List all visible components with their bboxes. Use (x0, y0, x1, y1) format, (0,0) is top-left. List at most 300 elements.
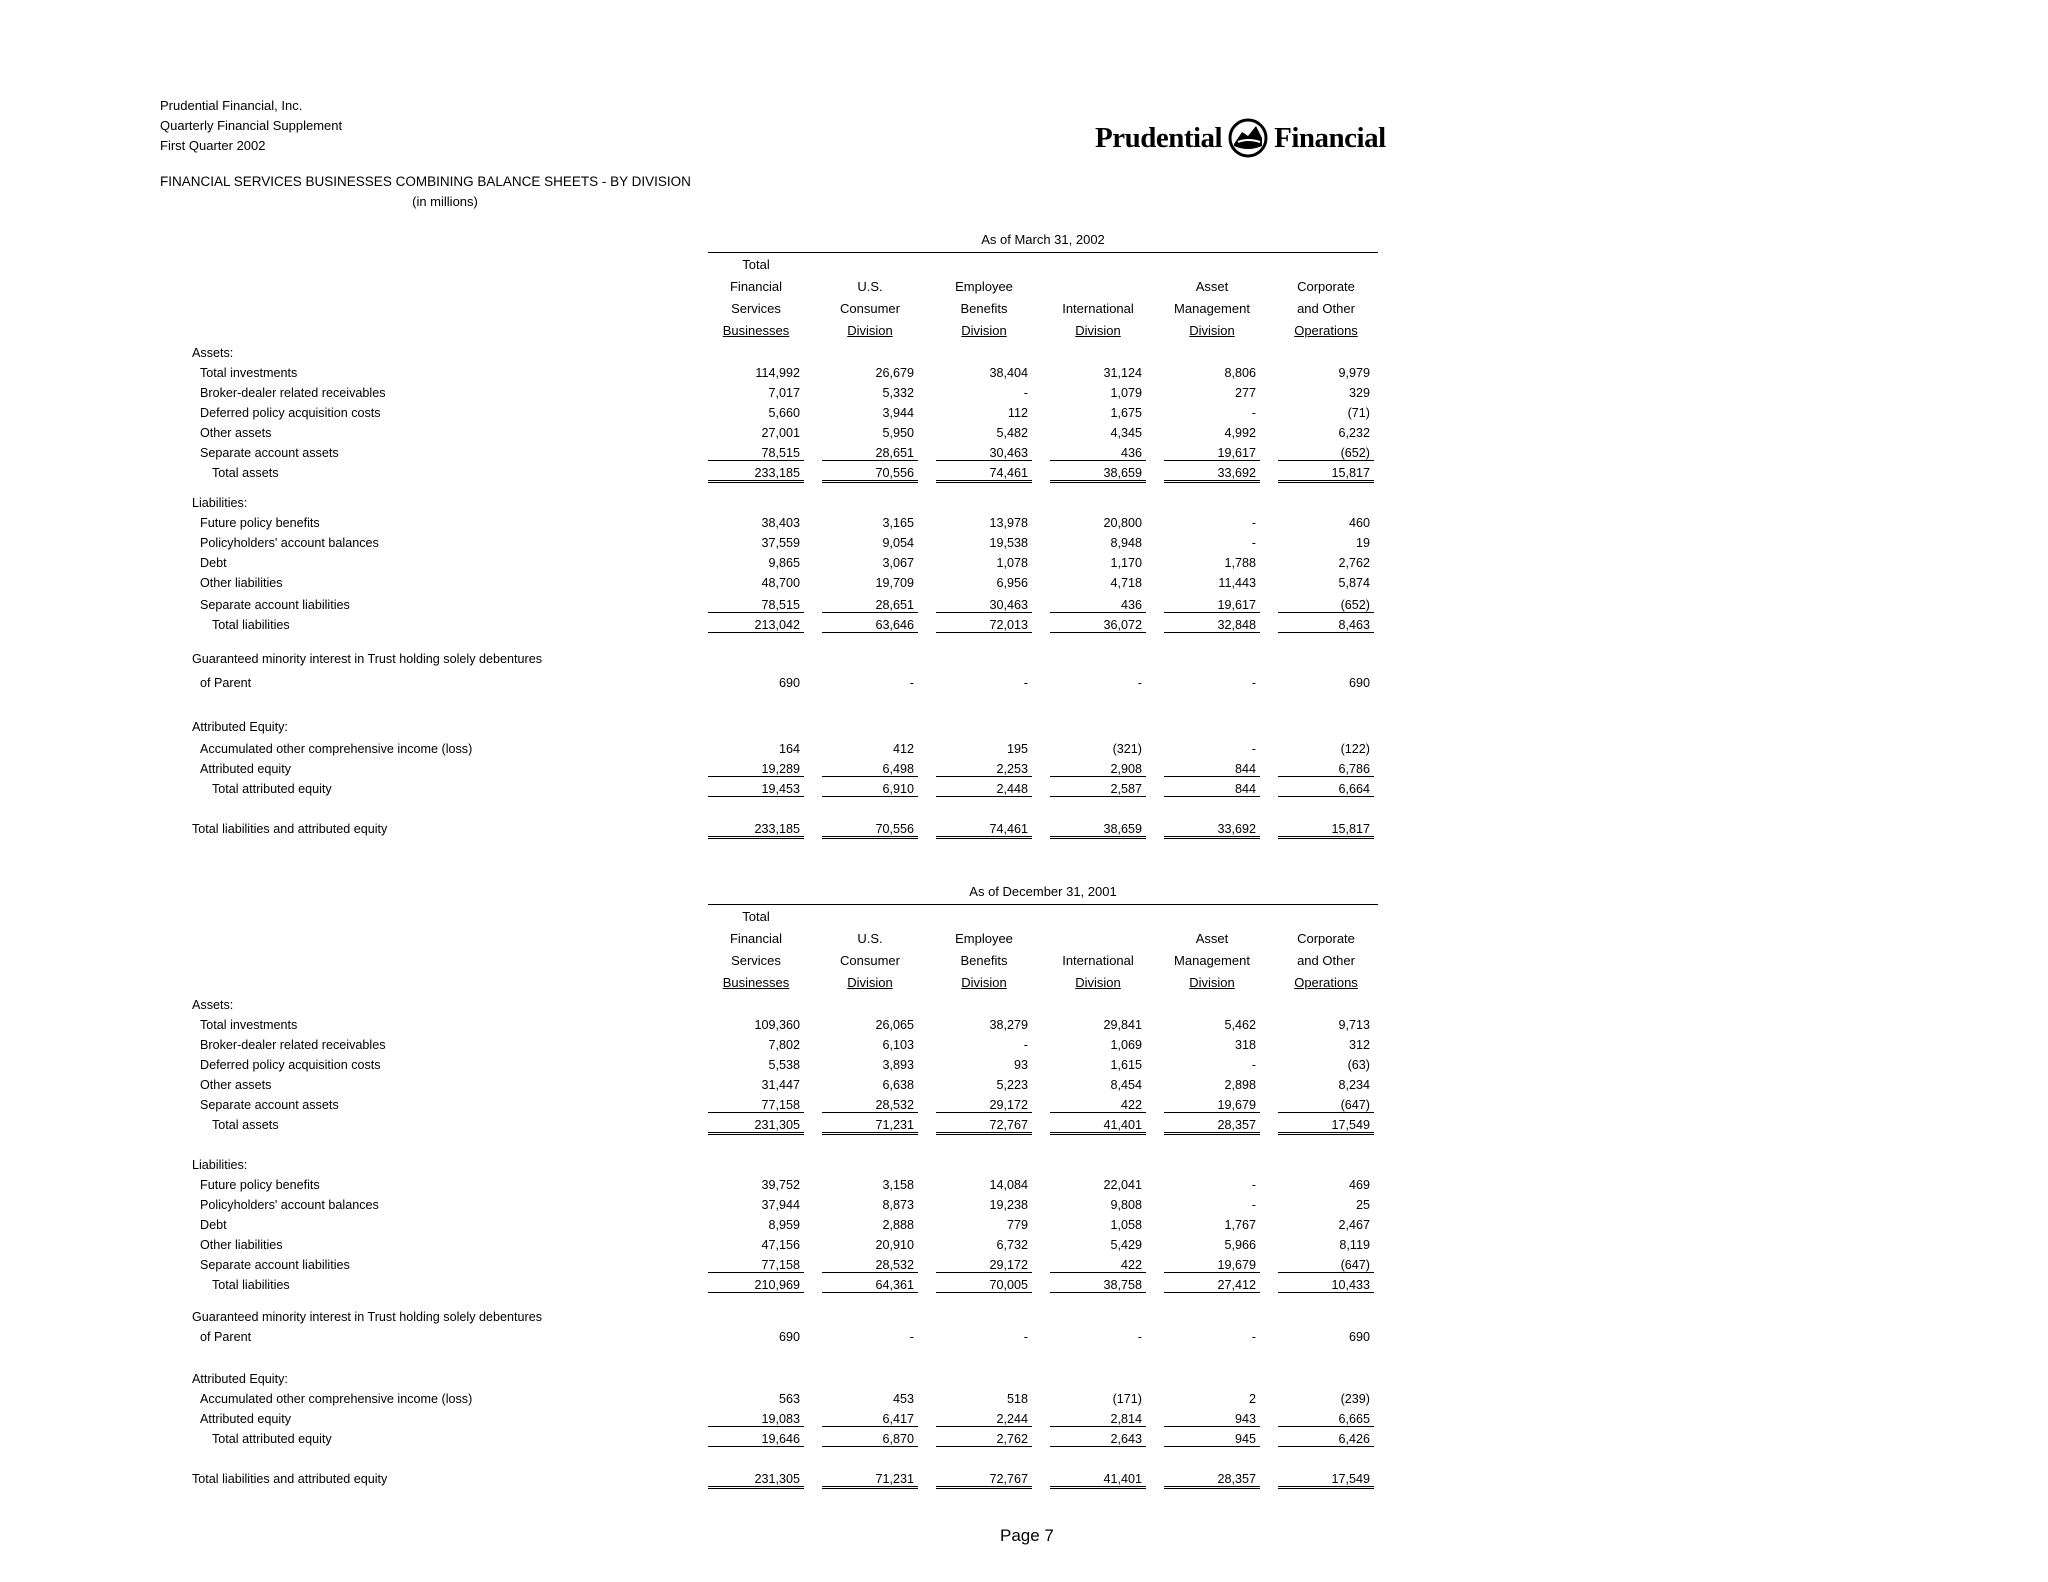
cell-value: 28,357 (1164, 1118, 1260, 1135)
column-header-line (814, 254, 926, 276)
cell-value: 5,482 (996, 426, 1028, 440)
cell-value: 943 (1164, 1412, 1260, 1427)
column-header-line: International (1062, 953, 1134, 968)
cell-value: 19,238 (989, 1198, 1028, 1212)
cell-value: 436 (1050, 446, 1146, 461)
table-row (0, 782, 2048, 802)
cell-value: - (1137, 1330, 1142, 1344)
cell-value: 72,767 (936, 1472, 1032, 1489)
row-label: Total liabilities (212, 618, 290, 632)
column-header-line (1270, 906, 1382, 928)
table-row (0, 366, 2048, 386)
cell-value: 1,078 (996, 556, 1028, 570)
cell-value: 6,638 (882, 1078, 914, 1092)
column-header-line: Employee (955, 931, 1013, 946)
cell-value: 33,692 (1164, 466, 1260, 483)
table-row (0, 1158, 2048, 1178)
column-header (700, 906, 812, 994)
table-row (0, 386, 2048, 406)
cell-value: 1,675 (1110, 406, 1142, 420)
cell-value: 2,643 (1050, 1432, 1146, 1447)
cell-value: 2,253 (936, 762, 1032, 777)
row-label: Total assets (212, 466, 279, 480)
row-label: Guaranteed minority interest in Trust holding solely debentures (192, 1310, 543, 1324)
cell-value: 779 (1006, 1218, 1028, 1232)
table-row (0, 576, 2048, 596)
row-label: Separate account liabilities (200, 1258, 350, 1272)
cell-value: (321) (1112, 742, 1142, 756)
logo-text-right: Financial (1274, 121, 1386, 154)
cell-value: 15,817 (1278, 822, 1374, 839)
column-header-line: Businesses (722, 975, 790, 990)
row-label: Accumulated other comprehensive income (loss) (200, 742, 473, 756)
cell-value: 6,426 (1278, 1432, 1374, 1447)
row-label: Other assets (200, 426, 272, 440)
column-header-line: Benefits (960, 953, 1008, 968)
cell-value: 72,767 (936, 1118, 1032, 1135)
cell-value: 1,615 (1110, 1058, 1142, 1072)
column-header-line: Division (961, 323, 1007, 338)
table-row (0, 652, 2048, 672)
column-header-line: Management (1174, 301, 1250, 316)
cell-value: - (1023, 676, 1028, 690)
cell-value: 6,232 (1338, 426, 1370, 440)
row-label: Accumulated other comprehensive income (loss) (200, 1392, 473, 1406)
column-header-line (1156, 906, 1268, 928)
cell-value: 109,360 (754, 1018, 800, 1032)
cell-value: 5,223 (996, 1078, 1028, 1092)
cell-value: 3,158 (882, 1178, 914, 1192)
row-label: Other liabilities (200, 576, 283, 590)
cell-value: 71,231 (822, 1472, 918, 1489)
page-number: Page 7 (1000, 1526, 1054, 1545)
table-row (0, 1372, 2048, 1392)
column-header (928, 906, 1040, 994)
cell-value: 5,538 (768, 1058, 800, 1072)
cell-value: 690 (778, 676, 800, 690)
table-row (0, 426, 2048, 446)
company-name: Prudential Financial, Inc. (160, 98, 303, 113)
table-row (0, 536, 2048, 556)
table-row (0, 466, 2048, 486)
table-row (0, 998, 2048, 1018)
cell-value: - (1137, 676, 1142, 690)
cell-value: 38,404 (989, 366, 1028, 380)
cell-value: 2,762 (936, 1432, 1032, 1447)
cell-value: 5,874 (1338, 576, 1370, 590)
cell-value: 70,005 (936, 1278, 1032, 1293)
row-label: Assets: (192, 998, 234, 1012)
cell-value: 2,814 (1050, 1412, 1146, 1427)
cell-value: 2,908 (1050, 762, 1146, 777)
column-header-line (1042, 254, 1154, 276)
cell-value: 19,679 (1164, 1098, 1260, 1113)
cell-value: 72,013 (936, 618, 1032, 633)
cell-value: 38,659 (1050, 822, 1146, 839)
cell-value: 2,467 (1338, 1218, 1370, 1232)
cell-value: 9,865 (768, 556, 800, 570)
cell-value: 37,559 (761, 536, 800, 550)
report-name: Quarterly Financial Supplement (160, 118, 343, 133)
cell-value: 436 (1050, 598, 1146, 613)
cell-value: 8,959 (768, 1218, 800, 1232)
table-row (0, 1118, 2048, 1138)
table-row (0, 742, 2048, 762)
cell-value: 77,158 (708, 1098, 804, 1113)
cell-value: 70,556 (822, 466, 918, 483)
column-header-line: Services (731, 953, 781, 968)
cell-value: 213,042 (708, 618, 804, 633)
cell-value: 25 (1355, 1198, 1370, 1212)
cell-value: 20,800 (1103, 516, 1142, 530)
cell-value: 6,665 (1278, 1412, 1374, 1427)
table-row (0, 762, 2048, 782)
column-header-line: Division (1075, 975, 1121, 990)
row-label: Broker-dealer related receivables (200, 1038, 386, 1052)
cell-value: 6,498 (822, 762, 918, 777)
cell-value: 38,403 (761, 516, 800, 530)
report-period: First Quarter 2002 (160, 138, 266, 153)
cell-value: 844 (1164, 782, 1260, 797)
cell-value: - (1251, 406, 1256, 420)
page-title: FINANCIAL SERVICES BUSINESSES COMBINING BALANCE SHEETS - BY DIVISION (160, 174, 691, 189)
cell-value: 77,158 (708, 1258, 804, 1273)
table-row (0, 516, 2048, 536)
cell-value: 30,463 (936, 598, 1032, 613)
cell-value: 6,786 (1278, 762, 1374, 777)
cell-value: 318 (1234, 1038, 1256, 1052)
cell-value: 277 (1234, 386, 1256, 400)
as-of-date: As of March 31, 2002 (708, 232, 1378, 253)
cell-value: 27,412 (1164, 1278, 1260, 1293)
row-label: Attributed Equity: (192, 720, 288, 734)
cell-value: 29,172 (936, 1098, 1032, 1113)
cell-value: 233,185 (708, 822, 804, 839)
cell-value: 233,185 (708, 466, 804, 483)
column-header (1156, 906, 1268, 994)
cell-value: 164 (778, 742, 800, 756)
cell-value: 19,083 (708, 1412, 804, 1427)
cell-value: 13,978 (989, 516, 1028, 530)
cell-value: 10,433 (1278, 1278, 1374, 1293)
column-header (928, 254, 1040, 342)
table-row (0, 1038, 2048, 1058)
row-label: Total investments (200, 1018, 298, 1032)
column-header-line (814, 906, 926, 928)
column-header-line: Division (847, 323, 893, 338)
cell-value: 17,549 (1278, 1118, 1374, 1135)
cell-value: 63,646 (822, 618, 918, 633)
cell-value: 19,617 (1164, 598, 1260, 613)
cell-value: (171) (1112, 1392, 1142, 1406)
cell-value: - (1251, 536, 1256, 550)
cell-value: 1,767 (1224, 1218, 1256, 1232)
row-label: Future policy benefits (200, 1178, 320, 1192)
cell-value: 4,992 (1224, 426, 1256, 440)
cell-value: 7,802 (768, 1038, 800, 1052)
column-header (1270, 254, 1382, 342)
cell-value: 28,532 (822, 1258, 918, 1273)
cell-value: 6,956 (996, 576, 1028, 590)
cell-value: 6,103 (882, 1038, 914, 1052)
cell-value: 231,305 (708, 1472, 804, 1489)
cell-value: 9,979 (1338, 366, 1370, 380)
cell-value: 3,067 (882, 556, 914, 570)
cell-value: 690 (1348, 1330, 1370, 1344)
cell-value: 9,054 (882, 536, 914, 550)
column-header (1156, 254, 1268, 342)
cell-value: 29,172 (936, 1258, 1032, 1273)
cell-value: 19,538 (989, 536, 1028, 550)
cell-value: 3,165 (882, 516, 914, 530)
cell-value: 1,058 (1110, 1218, 1142, 1232)
cell-value: 3,944 (882, 406, 914, 420)
cell-value: 26,065 (875, 1018, 914, 1032)
cell-value: 19,679 (1164, 1258, 1260, 1273)
cell-value: - (909, 1330, 914, 1344)
cell-value: 19,453 (708, 782, 804, 797)
cell-value: 2,244 (936, 1412, 1032, 1427)
cell-value: 31,124 (1103, 366, 1142, 380)
column-header-line (928, 906, 1040, 928)
column-header-line: Financial (729, 931, 783, 946)
cell-value: 844 (1164, 762, 1260, 777)
cell-value: (122) (1340, 742, 1370, 756)
column-header-line (1042, 276, 1154, 298)
cell-value: 4,718 (1110, 576, 1142, 590)
cell-value: 38,659 (1050, 466, 1146, 483)
cell-value: 32,848 (1164, 618, 1260, 633)
cell-value: 70,556 (822, 822, 918, 839)
row-label: Attributed equity (200, 762, 292, 776)
cell-value: 28,651 (822, 446, 918, 461)
cell-value: 112 (1007, 406, 1028, 420)
column-header-line: Total (742, 257, 770, 272)
cell-value: 19,617 (1164, 446, 1260, 461)
cell-value: 14,084 (989, 1178, 1028, 1192)
column-header (1270, 906, 1382, 994)
cell-value: 8,463 (1278, 618, 1374, 633)
row-label: of Parent (200, 1330, 252, 1344)
cell-value: 1,069 (1110, 1038, 1142, 1052)
row-label: Total liabilities and attributed equity (192, 1472, 388, 1486)
column-header-line: Consumer (840, 953, 900, 968)
table-row (0, 556, 2048, 576)
cell-value: 28,532 (822, 1098, 918, 1113)
cell-value: 6,664 (1278, 782, 1374, 797)
cell-value: 19 (1355, 536, 1370, 550)
row-label: Other liabilities (200, 1238, 283, 1252)
cell-value: 2,888 (882, 1218, 914, 1232)
cell-value: 78,515 (708, 598, 804, 613)
cell-value: 41,401 (1050, 1472, 1146, 1489)
cell-value: 41,401 (1050, 1118, 1146, 1135)
cell-value: 20,910 (875, 1238, 914, 1252)
cell-value: 31,447 (761, 1078, 800, 1092)
cell-value: 6,910 (822, 782, 918, 797)
table-row (0, 1258, 2048, 1278)
row-label: Debt (200, 1218, 227, 1232)
cell-value: 37,944 (761, 1198, 800, 1212)
row-label: Future policy benefits (200, 516, 320, 530)
column-header-line: Corporate (1297, 279, 1355, 294)
cell-value: - (1023, 1038, 1028, 1052)
table-row (0, 1198, 2048, 1218)
column-header-line: Division (961, 975, 1007, 990)
row-label: Total liabilities and attributed equity (192, 822, 388, 836)
column-header-line: Operations (1294, 975, 1358, 990)
cell-value: 8,806 (1224, 366, 1256, 380)
column-header-line: U.S. (857, 279, 883, 294)
cell-value: 231,305 (708, 1118, 804, 1135)
cell-value: 30,463 (936, 446, 1032, 461)
table-row (0, 1330, 2048, 1350)
cell-value: 11,443 (1218, 576, 1256, 590)
cell-value: 5,429 (1110, 1238, 1142, 1252)
cell-value: - (1251, 1178, 1256, 1192)
table-row (0, 1278, 2048, 1298)
cell-value: - (1023, 386, 1028, 400)
column-header (814, 254, 926, 342)
row-label: of Parent (200, 676, 252, 690)
column-header-line (1270, 254, 1382, 276)
as-of-date: As of December 31, 2001 (708, 884, 1378, 905)
column-header-line: Asset (1195, 931, 1229, 946)
cell-value: 5,660 (768, 406, 800, 420)
cell-value: 8,454 (1110, 1078, 1142, 1092)
table-row (0, 1432, 2048, 1452)
cell-value: 48,700 (761, 576, 800, 590)
table-row (0, 1018, 2048, 1038)
cell-value: 2,762 (1338, 556, 1370, 570)
column-header-line: Division (1075, 323, 1121, 338)
column-header (1042, 254, 1154, 342)
column-header-line: and Other (1297, 301, 1355, 316)
cell-value: 2,587 (1050, 782, 1146, 797)
cell-value: 28,651 (822, 598, 918, 613)
table-row (0, 1412, 2048, 1432)
table-row (0, 1472, 2048, 1492)
cell-value: - (909, 676, 914, 690)
cell-value: (652) (1278, 446, 1374, 461)
column-header (814, 906, 926, 994)
table-row (0, 1098, 2048, 1118)
cell-value: 3,893 (882, 1058, 914, 1072)
cell-value: 26,679 (875, 366, 914, 380)
cell-value: 74,461 (936, 822, 1032, 839)
cell-value: 690 (1348, 676, 1370, 690)
cell-value: - (1251, 1058, 1256, 1072)
cell-value: 28,357 (1164, 1472, 1260, 1489)
cell-value: 47,156 (761, 1238, 800, 1252)
cell-value: 27,001 (761, 426, 800, 440)
row-label: Policyholders' account balances (200, 536, 379, 550)
row-label: Policyholders' account balances (200, 1198, 379, 1212)
table-row (0, 406, 2048, 426)
cell-value: 5,462 (1224, 1018, 1256, 1032)
cell-value: 8,873 (882, 1198, 914, 1212)
table-row (0, 446, 2048, 466)
row-label: Assets: (192, 346, 234, 360)
row-label: Attributed Equity: (192, 1372, 288, 1386)
cell-value: (63) (1347, 1058, 1370, 1072)
column-header-line: Benefits (960, 301, 1008, 316)
column-header-line: Management (1174, 953, 1250, 968)
cell-value: 74,461 (936, 466, 1032, 483)
table-row (0, 1238, 2048, 1258)
cell-value: 64,361 (822, 1278, 918, 1293)
cell-value: 6,417 (822, 1412, 918, 1427)
cell-value: 8,119 (1339, 1238, 1370, 1252)
cell-value: 2,898 (1224, 1078, 1256, 1092)
column-header-line (1156, 254, 1268, 276)
cell-value: 8,234 (1338, 1078, 1370, 1092)
column-header-line: Asset (1195, 279, 1229, 294)
cell-value: 210,969 (708, 1278, 804, 1293)
column-header-line: Businesses (722, 323, 790, 338)
cell-value: 15,817 (1278, 466, 1374, 483)
logo-text-left: Prudential (1095, 121, 1223, 154)
cell-value: 38,758 (1050, 1278, 1146, 1293)
cell-value: - (1251, 516, 1256, 530)
table-row (0, 1392, 2048, 1412)
table-row (0, 598, 2048, 618)
cell-value: 78,515 (708, 446, 804, 461)
column-header-line: Services (731, 301, 781, 316)
column-header-line: International (1062, 301, 1134, 316)
table-row (0, 1310, 2048, 1330)
cell-value: 71,231 (822, 1118, 918, 1135)
prudential-logo (1095, 118, 1386, 158)
cell-value: 19,646 (708, 1432, 804, 1447)
cell-value: 9,808 (1110, 1198, 1142, 1212)
column-header-line: Employee (955, 279, 1013, 294)
column-header-line: Financial (729, 279, 783, 294)
cell-value: - (1251, 676, 1256, 690)
row-label: Total liabilities (212, 1278, 290, 1292)
cell-value: 36,072 (1050, 618, 1146, 633)
cell-value: 5,966 (1224, 1238, 1256, 1252)
cell-value: 7,017 (768, 386, 800, 400)
cell-value: 1,079 (1110, 386, 1142, 400)
units-note: (in millions) (412, 194, 478, 209)
row-label: Deferred policy acquisition costs (200, 1058, 381, 1072)
column-header-line (928, 254, 1040, 276)
row-label: Separate account assets (200, 1098, 339, 1112)
cell-value: 1,788 (1224, 556, 1256, 570)
cell-value: 690 (778, 1330, 800, 1344)
cell-value: 38,279 (989, 1018, 1028, 1032)
table-row (0, 1058, 2048, 1078)
row-label: Broker-dealer related receivables (200, 386, 386, 400)
cell-value: 1,170 (1110, 556, 1142, 570)
row-label: Liabilities: (192, 496, 248, 510)
table-row (0, 618, 2048, 638)
row-label: Debt (200, 556, 227, 570)
cell-value: 5,332 (882, 386, 914, 400)
table-row (0, 822, 2048, 842)
cell-value: 195 (1006, 742, 1028, 756)
column-header (1042, 906, 1154, 994)
cell-value: 114,992 (755, 366, 800, 380)
table-row (0, 1078, 2048, 1098)
column-header-line: and Other (1297, 953, 1355, 968)
cell-value: 33,692 (1164, 822, 1260, 839)
cell-value: 453 (892, 1392, 914, 1406)
cell-value: 9,713 (1338, 1018, 1370, 1032)
cell-value: 6,732 (996, 1238, 1028, 1252)
cell-value: (239) (1340, 1392, 1370, 1406)
